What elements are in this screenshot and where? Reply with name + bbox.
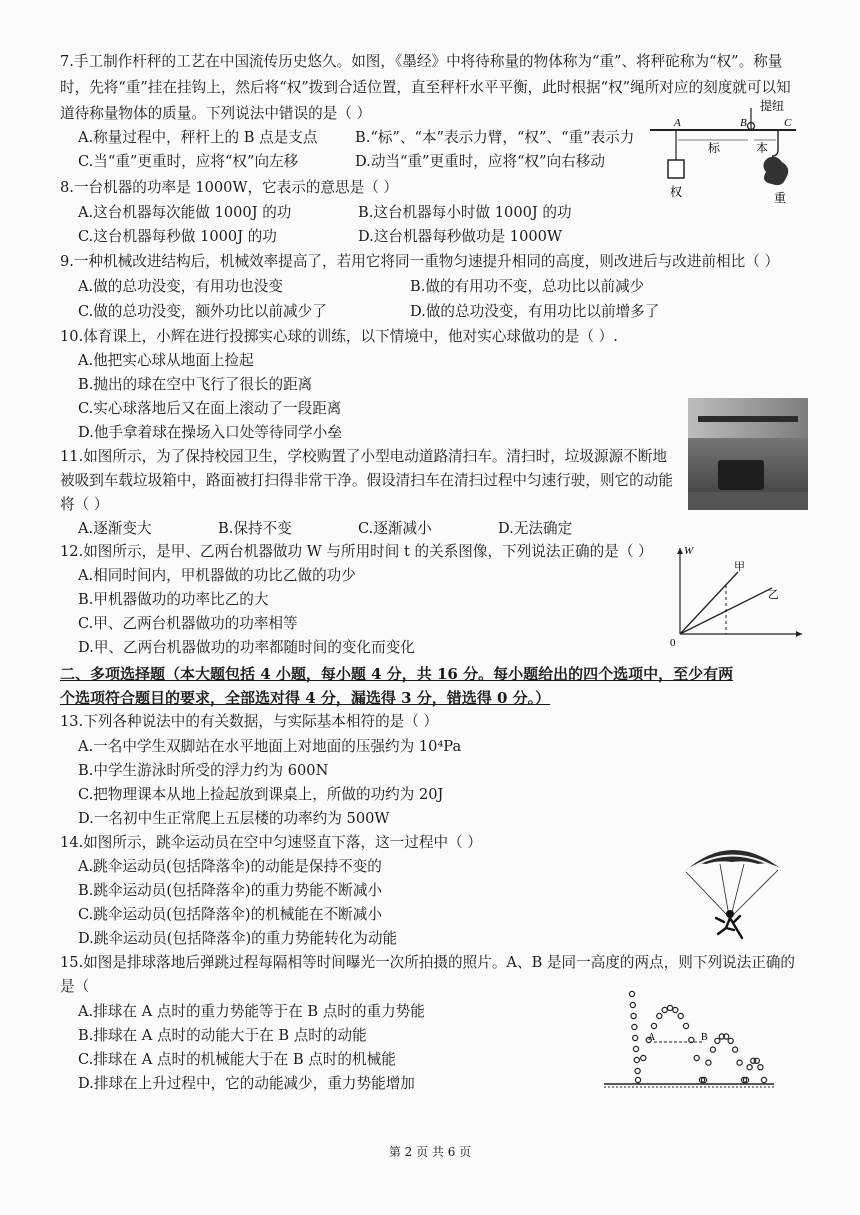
w-axis-label: W [684, 545, 694, 557]
label-quan: 权 [670, 185, 683, 199]
ball-dot [747, 1065, 752, 1070]
q15-stem-line1: 15.如图是排球落地后弹跳过程每隔相等时间曝光一次所拍摄的照片。A、B 是同一高度的两点，则下列说法正确的 [60, 954, 796, 971]
q10-option-d: D.他手拿着球在操场入口处等待同学小垒 [78, 424, 342, 441]
counterweight-block [668, 160, 684, 178]
q7-option-d: D.动当“重”更重时，应将“权”向右移动 [355, 153, 605, 170]
q8-option-c: C.这台机器每秒做 1000J 的功 [78, 228, 277, 245]
q7-option-a: A.称量过程中，秤杆上的 B 点是支点 [78, 129, 318, 146]
q14-option-a: A.跳伞运动员(包括降落伞)的动能是保持不变的 [78, 858, 382, 875]
ball-dot [635, 1077, 640, 1082]
sweeper-vehicle [718, 460, 764, 490]
object-blob [763, 157, 788, 185]
line-jia [680, 572, 738, 634]
parachute-canopy [684, 850, 780, 872]
q8-option-a: A.这台机器每次能做 1000J 的功 [78, 204, 292, 221]
q7-stem-line2: 时，先将“重”挂在挂钩上，然后将“权”拨到合适位置，直至秤杆水平平衡，此时根据“权”绳所对应的刻度就可以知 [60, 79, 791, 96]
work-time-graph [668, 542, 808, 650]
q13-option-d: D.一名初中生正常爬上五层楼的功率约为 500W [78, 810, 390, 827]
q11-option-a: A.逐渐变大 [78, 520, 152, 537]
q14-option-c: C.跳伞运动员(包括降落伞)的机械能在不断减小 [78, 906, 382, 923]
ball-dot [651, 1023, 656, 1028]
bouncing-ball-figure [604, 988, 776, 1090]
q12-option-c: C.甲、乙两台机器做功的功率相等 [78, 615, 298, 632]
q7-option-c: C.当“重”更重时，应将“权”向左移 [78, 153, 299, 170]
q13-option-a: A.一名中学生双脚站在水平地面上对地面的压强约为 10⁴Pa [78, 738, 462, 755]
q7-option-b: B.“标”、“本”表示力臂，“权”、“重”表示力 [355, 129, 635, 146]
ball-dot [733, 1047, 738, 1052]
ball-dot [632, 1024, 637, 1029]
q15-option-c: C.排球在 A 点时的机械能大于在 B 点时的机械能 [78, 1051, 396, 1068]
q12-option-b: B.甲机器做功的功率比乙的大 [78, 591, 269, 608]
q15-stem-line2: 是（ [60, 978, 90, 995]
q13-option-b: B.中学生游泳时所受的浮力约为 600N [78, 762, 329, 779]
label-a: A [648, 1032, 656, 1043]
q7-stem-line3: 道待称量物体的质量。下列说法中错误的是（ ） [60, 105, 372, 122]
q10-stem: 10.体育课上，小辉在进行投掷实心球的训练，以下情境中，他对实心球做功的是（ ）. [60, 328, 618, 345]
q12-option-a: A.相同时间内，甲机器做的功比乙做的功少 [78, 567, 356, 584]
ball-dot [694, 1055, 699, 1060]
label-b: B [740, 117, 747, 129]
ball-dot [673, 1007, 678, 1012]
label-tizu: 提纽 [760, 99, 785, 113]
jumper-head [726, 910, 734, 918]
q11-stem-line1: 11.如图所示，为了保持校园卫生，学校购置了小型电动道路清扫车。清扫时，垃圾源源不断地 [60, 448, 667, 465]
q11-option-d: D.无法确定 [498, 520, 573, 537]
label-yi: 乙 [768, 588, 779, 601]
q8-option-b: B.这台机器每小时做 1000J 的功 [358, 204, 572, 221]
label-b: B [701, 1032, 708, 1043]
ball-dot [737, 1060, 742, 1065]
q9-option-b: B.做的有用功不变，总功比以前减少 [410, 278, 645, 295]
label-jia: 甲 [734, 560, 745, 573]
q11-stem-line2: 被吸到车载垃圾箱中，路面被打扫得非常干净。假设清扫车在清扫过程中匀速行驶，则它的动能 [60, 472, 673, 489]
label-ben: 本 [756, 141, 769, 155]
ball-dot [706, 1060, 711, 1065]
q15-option-a: A.排球在 A 点时的重力势能等于在 B 点时的重力势能 [78, 1003, 425, 1020]
q12-option-d: D.甲、乙两台机器做功的功率都随时间的变化而变化 [78, 639, 415, 656]
label-biao: 标 [708, 141, 721, 155]
label-zhong: 重 [774, 191, 787, 205]
hook-icon [772, 130, 778, 156]
ball-dot [635, 1068, 640, 1073]
ball-dot [715, 1038, 720, 1043]
parachutist-figure [680, 838, 790, 946]
q13-option-c: C.把物理课本从地上捡起放到课桌上，所做的功约为 20J [78, 786, 444, 803]
q11-option-c: C.逐渐减小 [358, 520, 432, 537]
ball-dot [634, 1057, 639, 1062]
ball-dot [758, 1065, 763, 1070]
ball-dot [667, 1005, 672, 1010]
ball-dot [754, 1058, 759, 1063]
label-a: A [674, 117, 681, 129]
q14-option-d: D.跳伞运动员(包括降落伞)的重力势能转化为动能 [78, 930, 398, 947]
q10-option-b: B.抛出的球在空中飞行了很长的距离 [78, 376, 313, 393]
q11-option-b: B.保持不变 [218, 520, 292, 537]
ball-dot [657, 1013, 662, 1018]
ball-dot [633, 1035, 638, 1040]
steelyard-figure [648, 98, 808, 208]
section2-heading-line1: 二、多项选择题（本大题包括 4 小题，每小题 4 分，共 16 分。每小题给出的四个选项中，至少有两 [60, 665, 734, 683]
label-c: C [784, 117, 792, 129]
q12-stem: 12.如图所示，是甲、乙两台机器做功 W 与所用时间 t 的关系图像，下列说法正确的是（ ） [60, 543, 653, 560]
ball-dot [678, 1013, 683, 1018]
jumper-body [716, 916, 742, 938]
q9-stem: 9.一种机械改进结构后，机械效率提高了，若用它将同一重物匀速提升相同的高度，则改进后与改进前相比（ ） [60, 253, 780, 270]
q14-stem: 14.如图所示，跳伞运动员在空中匀速竖直下落，这一过程中（ ） [60, 834, 482, 851]
q15-option-d: D.排球在上升过程中，它的动能减少，重力势能增加 [78, 1075, 415, 1092]
ball-dot [728, 1038, 733, 1043]
ball-dot [761, 1077, 766, 1082]
ball-dot [633, 1046, 638, 1051]
page-footer: 第 2 页 共 6 页 [388, 1145, 472, 1159]
street-sweeper-photo [688, 398, 808, 510]
q10-option-c: C.实心球落地后又在面上滚动了一段距离 [78, 400, 342, 417]
q8-stem: 8.一台机器的功率是 1000W，它表示的意思是（ ） [60, 179, 399, 196]
q14-option-b: B.跳伞运动员(包括降落伞)的重力势能不断减小 [78, 882, 383, 899]
q9-option-c: C.做的总功没变，额外功比以前减少了 [78, 303, 327, 320]
q7-stem-line1: 7.手工制作杆秤的工艺在中国流传历史悠久。如图，《墨经》中将待称量的物体称为“重”、将秤砣称为“权”。称量 [60, 53, 783, 70]
ball-dot [683, 1023, 688, 1028]
section2-heading-line2: 个选项符合题目的要求，全部选对得 4 分，漏选得 3 分，错选得 0 分。） [60, 689, 551, 707]
q15-option-b: B.排球在 A 点时的动能大于在 B 点时的动能 [78, 1027, 367, 1044]
ball-dot [710, 1047, 715, 1052]
q9-option-a: A.做的总功没变，有用功也没变 [78, 278, 283, 295]
ball-dot [631, 1013, 636, 1018]
ball-dot [630, 1002, 635, 1007]
ball-dot [662, 1007, 667, 1012]
q9-option-d: D.做的总功没变，有用功比以前增多了 [410, 303, 660, 320]
origin-label: 0 [670, 637, 676, 649]
ball-dot [629, 991, 634, 996]
q8-option-d: D.这台机器每秒做功是 1000W [358, 228, 562, 245]
q10-option-a: A.他把实心球从地面上捡起 [78, 352, 254, 369]
q11-stem-line3: 将（ ） [60, 496, 109, 513]
ball-dot [641, 1055, 646, 1060]
q13-stem: 13.下列各种说法中的有关数据，与实际基本相符的是（ ） [60, 713, 439, 730]
